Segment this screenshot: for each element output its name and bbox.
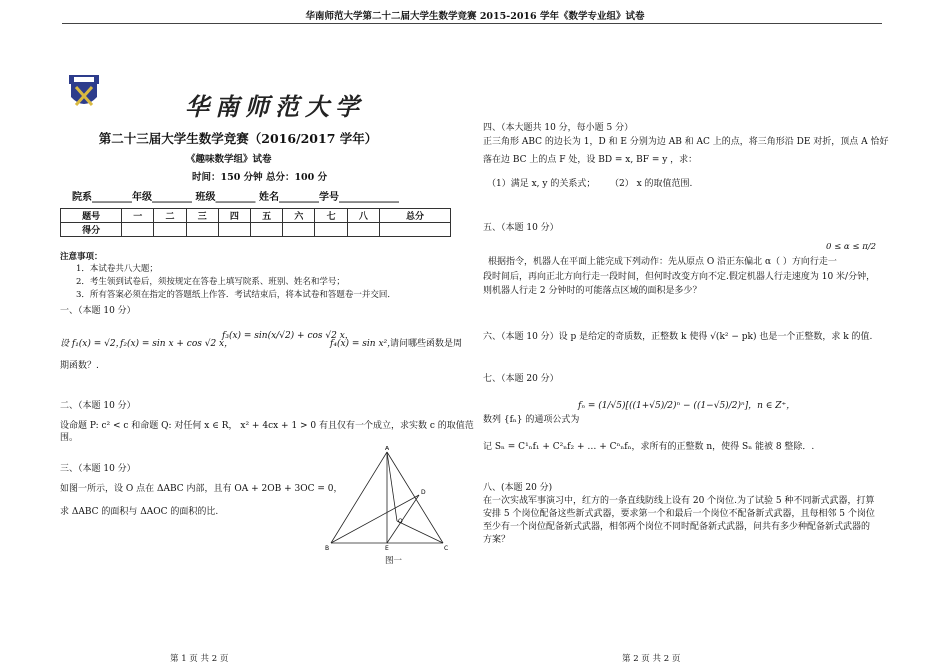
q7-sequence: 数列 {fₙ} 的通项公式为 xyxy=(483,415,580,425)
score-cell xyxy=(154,223,186,237)
q3-heading: 三、（本题 10 分） xyxy=(60,464,136,474)
score-header-cell: 四 xyxy=(218,209,250,223)
exam-subtitle: 《趣味数学组》试卷 xyxy=(186,154,272,165)
label-c: C xyxy=(444,545,449,552)
score-header-cell: 八 xyxy=(347,209,379,223)
label-d: D xyxy=(421,489,426,496)
score-header-cell: 一 xyxy=(122,209,154,223)
q5-heading: 五、（本题 10 分） xyxy=(483,223,559,233)
score-cell xyxy=(218,223,250,237)
q1-question: 请问哪些函数是周 xyxy=(390,339,463,349)
time-and-total: 时间：150 分钟 总分：100 分 xyxy=(192,172,328,183)
notes-title: 注意事项： xyxy=(60,252,103,262)
q3-line2: 求 ΔABC 的面积与 ΔAOC 的面积的比. xyxy=(60,507,219,517)
note-item: 3．所有答案必须在指定的答题纸上作答．考试结束后，将本试卷和答题卷一并交回． xyxy=(76,290,396,300)
q1-f2: f₂(x) = sin x + cos √2 x， xyxy=(120,339,234,349)
q5-line1: 根据指令，机器人在平面上能完成下列动作：先从原点 O 沿正东偏北 α（ ）方向行走一 xyxy=(488,257,837,267)
q6-text: 六、（本题 10 分）设 p 是给定的奇质数，正整数 k 使得 √(k² − pk) 也是一个正整数，求 k 的值. xyxy=(483,332,873,342)
score-cell xyxy=(347,223,379,237)
student-info-line: 院系________年级________ 班级________ 姓名________学号____________ xyxy=(72,192,399,203)
left-footer: 第 1 页 共 2 页 xyxy=(170,654,229,664)
score-cell xyxy=(251,223,283,237)
q8-line: 方案？ xyxy=(483,535,511,545)
note-item: 1．本试卷共八大题； xyxy=(76,264,158,274)
q1-question-cont: 期函数？. xyxy=(60,361,99,371)
q4-part1: （1）满足 x, y 的关系式； xyxy=(487,179,596,189)
score-header-cell: 二 xyxy=(154,209,186,223)
q4-line1: 正三角形 ABC 的边长为 1，D 和 E 分别为边 AB 和 AC 上的点，将三角形沿 DE 对折，顶点 A 恰好 xyxy=(483,137,889,147)
q1-f3: f₃(x) = sin(x/√2) + cos √2 x， xyxy=(222,331,354,341)
page-header: 华南师范大学第二十二届大学生数学竞赛 2015-2016 学年《数学专业组》试卷 xyxy=(305,11,645,22)
q8-line: 安排 5 个岗位配备这些新式武器，要求第一个和最后一个岗位不配备新式武器，且每相邻 5 个岗位 xyxy=(483,509,875,519)
q5-line3: 则机器人行走 2 分钟时的可能落点区域的面积是多少？ xyxy=(483,286,702,296)
q7-line2: 记 Sₙ = C¹ₙf₁ + C²ₙf₂ + … + Cⁿₙfₙ，求所有的正整数 n，使得 Sₙ 能被 8 整除．. xyxy=(483,442,815,452)
note-item: 2．考生领到试卷后，须按规定在答卷上填写院系、班别、姓名和学号； xyxy=(76,277,345,287)
university-shield-logo xyxy=(68,73,100,111)
score-header-cell: 五 xyxy=(251,209,283,223)
q5-condition: 0 ≤ α ≤ π/2 xyxy=(826,242,877,252)
edge-ab xyxy=(331,452,387,543)
figure-caption: 图一 xyxy=(385,556,403,566)
score-cell xyxy=(380,223,451,237)
score-cell xyxy=(122,223,154,237)
score-cell xyxy=(283,223,315,237)
q1-f1: 设 f₁(x) = √2， xyxy=(60,339,125,349)
score-header-cell: 六 xyxy=(283,209,315,223)
score-header-cell: 题号 xyxy=(61,209,122,223)
score-table-header-row xyxy=(61,209,451,223)
q8-heading: 八、(本题 20 分) xyxy=(483,483,553,493)
q7-formula: fₙ = (1/√5)[((1+√5)/2)ⁿ − ((1−√5)/2)ⁿ]，n ∈ Z⁺， xyxy=(578,401,796,411)
q7-heading: 七、（本题 20 分） xyxy=(483,374,559,384)
q8-line: 在一次实战军事演习中，红方的一条直线防线上设有 20 个岗位.为了试验 5 种不同新式武器，打算 xyxy=(483,496,875,506)
label-o: O xyxy=(398,518,403,525)
score-header-cell: 三 xyxy=(186,209,218,223)
score-table xyxy=(60,208,451,237)
right-footer: 第 2 页 共 2 页 xyxy=(622,654,681,664)
q8-line: 至少有一个岗位配备新式武器，相邻两个岗位不同时配备新式武器，问共有多少种配备新式武器的 xyxy=(483,522,871,532)
score-row-label: 得分 xyxy=(61,223,122,237)
q1-f4: f₄(x) = sin x²， xyxy=(330,339,397,349)
q5-line2: 段时间后，再向正北方向行走一段时间，但何时改变方向不定.假定机器人行走速度为 10 米/分钟， xyxy=(483,272,876,282)
header-divider xyxy=(62,23,882,24)
score-cell xyxy=(315,223,347,237)
line-ed xyxy=(387,495,419,543)
q1-heading: 一、（本题 10 分） xyxy=(60,306,136,316)
score-header-cell: 总分 xyxy=(380,209,451,223)
q2-text: 设命题 P: c² < c 和命题 Q: 对任何 x ∈ R， x² + 4cx + 1 > 0 有且仅有一个成立，求实数 c 的取值范围。 xyxy=(60,421,474,444)
line-bd xyxy=(331,495,419,543)
q3-line1: 如图一所示，设 O 点在 ΔABC 内部，且有 OA + 2OB + 3OC = 0， xyxy=(60,484,343,494)
q4-part2: （2） x 的取值范围. xyxy=(610,179,693,189)
score-cell xyxy=(186,223,218,237)
label-b: B xyxy=(325,545,330,552)
university-name-calligraphy: 华南师范大学 xyxy=(185,92,365,121)
line-ao xyxy=(387,452,397,521)
q4-heading: 四、（本大题共 10 分，每小题 5 分） xyxy=(483,123,634,133)
score-header-cell: 七 xyxy=(315,209,347,223)
score-table-score-row xyxy=(61,223,451,237)
label-a: A xyxy=(385,446,390,452)
q4-line2: 落在边 BC 上的点 F 处，设 BD = x, BF = y ，求： xyxy=(483,155,698,165)
triangle-figure xyxy=(325,446,455,575)
label-e: E xyxy=(385,545,389,552)
exam-title: 第二十三届大学生数学竞赛（2016/2017 学年） xyxy=(98,131,378,146)
q2-heading: 二、（本题 10 分） xyxy=(60,401,136,411)
